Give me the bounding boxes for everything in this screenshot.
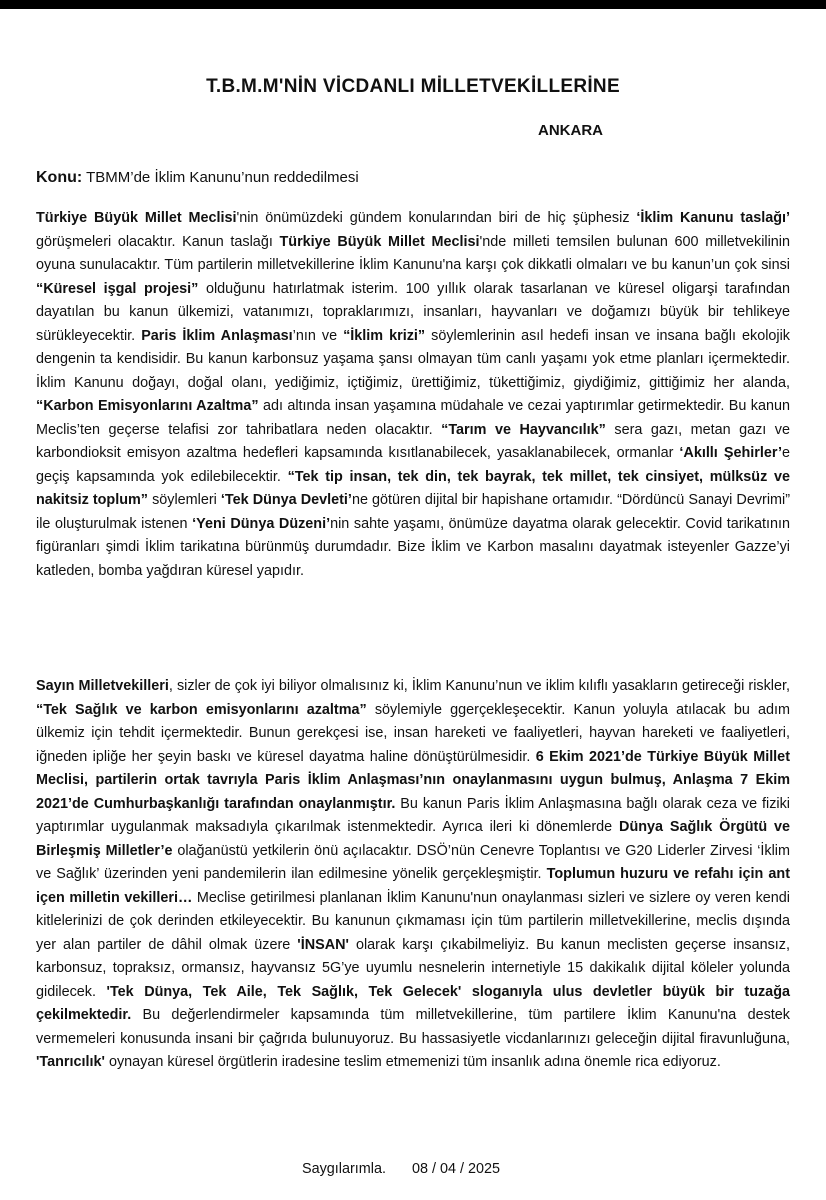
emphasis-text: “Küresel işgal projesi” bbox=[36, 280, 199, 297]
emphasis-text: Dünya Sağlık Örgütü ve Birleşmiş Milletler’e bbox=[36, 819, 790, 859]
emphasis-text: “Tek Sağlık ve karbon emisyonlarını azaltma” bbox=[36, 701, 367, 718]
emphasis-text: ‘İklim Kanunu taslağı’ bbox=[636, 210, 790, 226]
top-black-bar bbox=[0, 0, 826, 9]
body-text: , sizler de çok iyi biliyor olmalısınız ki, İklim Kanunu’nun ve iklim kılıflı yasakların getireceği riskler, bbox=[168, 678, 791, 694]
page-title: T.B.M.M'NİN VİCDANLI MİLLETVEKİLLERİNE bbox=[206, 76, 620, 97]
body-text: nin sahte yaşamı, önümüze dayatma olarak gelecektir. Covid tarikatının figüranları şimdi İklim tarikatına bürünmüş durumdadır. Bize İklim ve Karbon masalını dayatmak isteyenler Gazze’yi katleden, bomba yağdıran küresel yapıdır. bbox=[36, 515, 790, 579]
body-text: Bu değerlendirmeler kapsamında tüm milletvekillerine, tüm partilere İklim Kanunu'na destek vermemeleri konusunda insani bir çağrıda bulunuyoruz. Bu hassasiyetle vicdanlarınızı geleceğin dijital firavunluğuna, bbox=[36, 1007, 790, 1047]
emphasis-text: 'Tek Dünya, Tek Aile, Tek Sağlık, Tek Gelecek' sloganıyla ulus devletler büyük bir tuzağa çekilmektedir. bbox=[36, 983, 790, 1023]
emphasis-text: Sayın Milletvekilleri bbox=[36, 678, 169, 694]
subject-label: Konu: bbox=[36, 169, 83, 186]
emphasis-text: 'Tanrıcılık' bbox=[36, 1054, 105, 1070]
emphasis-text: 'İNSAN' bbox=[297, 936, 349, 953]
emphasis-text: “Tek tip insan, tek din, tek bayrak, tek millet, tek cinsiyet, mülksüz ve nakitsiz toplum” bbox=[36, 468, 790, 508]
emphasis-text: 6 Ekim 2021’de Türkiye Büyük Millet Meclisi, partilerin ortak tavrıyla Paris İklim Anlaşması’nın onaylanmasını uygun bulmuş, Anlaşma 7 Ekim 2021’de Cumhurbaşkanlığı tarafından onaylanmıştır. bbox=[36, 748, 790, 812]
emphasis-text: Paris İklim Anlaşması bbox=[141, 327, 293, 344]
body-text: sera gazı, metan gazı ve karbondioksit emisyon azaltma hedefleri kapsamında kısıtlanabilecek, yasaklanabilecek, ormanlar bbox=[36, 421, 790, 461]
body-text: söylemleri bbox=[148, 492, 221, 508]
emphasis-text: Türkiye Büyük Millet Meclisi bbox=[279, 233, 480, 250]
emphasis-text: “Tarım ve Hayvancılık” bbox=[441, 421, 606, 438]
body-text: olağanüstü yetkilerin önü açılacaktır. DSÖ’nün Cenevre Toplantısı ve G20 Liderler Zirvesi ‘İklim ve Sağlık’ üzerinden yeni pandemilerin ilan edilmesine yönelik gerçekleşmiştir. bbox=[36, 842, 790, 882]
emphasis-text: ‘Tek Dünya Devleti’ bbox=[220, 492, 352, 508]
body-text: 'nde milleti temsilen bulunan 600 milletvekilinin oyuna sunulacaktır. Tüm partilerin milletvekillerine İklim Kanunu'na karşı çok dikkatli olmaları ve bu kanun’un çok sinsi bbox=[36, 233, 790, 273]
body-text: Meclise getirilmesi planlanan İklim Kanunu'nun onaylanması sizleri ve sizlere oy veren kendi kitlelerinizi de çok derinden etkileyecektir. Bu kanunun çıkmaması için tüm partilerin milletvekillerine, meclis dışında yer alan partiler de dâhil olmak üzere bbox=[36, 889, 790, 953]
recipient-city: ANKARA bbox=[538, 122, 603, 139]
body-paragraph-1 bbox=[36, 207, 790, 583]
body-text: e geçiş kapsamında yok edilebilecektir. bbox=[36, 445, 790, 485]
body-text: olarak karşı çıkabilmeliyiz. Bu kanun meclisten geçerse insansız, karbonsuz, topraksız, ormansız, hayvansız 5G’ye uyumlu nesnelerin internetiyle 15 dakikalık dijital köleler yolunda gidilecek. bbox=[36, 936, 790, 1000]
body-text: Bu kanun Paris İklim Anlaşmasına bağlı olarak ceza ve fiziki yaptırımlar uygulanmak maksadıyla çıkarılmak istenmektedir. Ayrıca ileri ki dönemlerde bbox=[36, 795, 790, 835]
subject-text: TBMM’de İklim Kanunu’nun reddedilmesi bbox=[82, 169, 359, 186]
emphasis-text: ‘Akıllı Şehirler’ bbox=[679, 445, 782, 461]
salutation: Saygılarımla. bbox=[302, 1161, 386, 1177]
body-text: görüşmeleri olacaktır. Kanun taslağı bbox=[36, 233, 280, 250]
emphasis-text: “Karbon Emisyonlarını Azaltma” bbox=[36, 398, 259, 414]
body-text: söylemlerinin asıl hedefi insan ve insana bağlı ekolojik dengenin ta kendisidir. Bu kanun karbonsuz yaşama şansı olmayan tüm canlı yaşamı yok etme planları içermektedir. İklim Kanunu doğayı, doğal olanı, yediğimiz, içtiğimiz, ürettiğimiz, tükettiğimiz, giydiğimiz, gittiğimiz her alanda, bbox=[36, 327, 790, 391]
body-text: olduğunu hatırlatmak isterim. 100 yıllık olarak tasarlanan ve küresel oligarşi tarafından dayatılan bu kanun ülkemizi, vatanımızı, topraklarımızı, insanları, hayvanları ve doğamızı büyük bir tehlikeye sürükleyecektir. bbox=[36, 280, 790, 344]
body-text: adı altında insan yaşamına müdahale ve cezai yaptırımlar getirmektedir. Bu kanun Meclis’ten geçerse telafisi zor tahribatlara neden olacaktır. bbox=[36, 398, 790, 438]
closing-line bbox=[302, 1161, 500, 1177]
body-text: 'nin önümüzdeki gündem konularından biri de hiç şüphesiz bbox=[236, 210, 637, 226]
body-text: ’nın ve bbox=[292, 327, 344, 344]
emphasis-text: Türkiye Büyük Millet Meclisi bbox=[36, 210, 237, 226]
body-paragraph-2 bbox=[36, 675, 790, 1075]
subject-line bbox=[36, 169, 359, 187]
body-text: oynayan küresel örgütlerin iradesine teslim etmemenizi tüm insanlık adına önemle rica ediyoruz. bbox=[104, 1054, 721, 1070]
body-text: söylemiyle ggerçekleşecektir. Kanun yoluyla atılacak bu adım ülkemiz için tehdit içermektedir. Bunun gerekçesi ise, insan hareketi ve faaliyetleri, hayvan hareketi ve faaliyetleri, iğneden ipliğe her şeyin baskı ve küresel dayatma haline dönüştürülmesidir. bbox=[36, 701, 790, 765]
emphasis-text: ‘Yeni Dünya Düzeni’ bbox=[192, 515, 331, 532]
emphasis-text: “İklim krizi” bbox=[343, 327, 426, 344]
emphasis-text: Toplumun huzuru ve refahı için ant içen milletin vekilleri… bbox=[36, 866, 790, 906]
letter-date: 08 / 04 / 2025 bbox=[411, 1161, 501, 1177]
body-text: ne götüren dijital bir hapishane ortamıdır. “Dördüncü Sanayi Devrimi” ile oluşturulmak istenen bbox=[36, 492, 790, 532]
